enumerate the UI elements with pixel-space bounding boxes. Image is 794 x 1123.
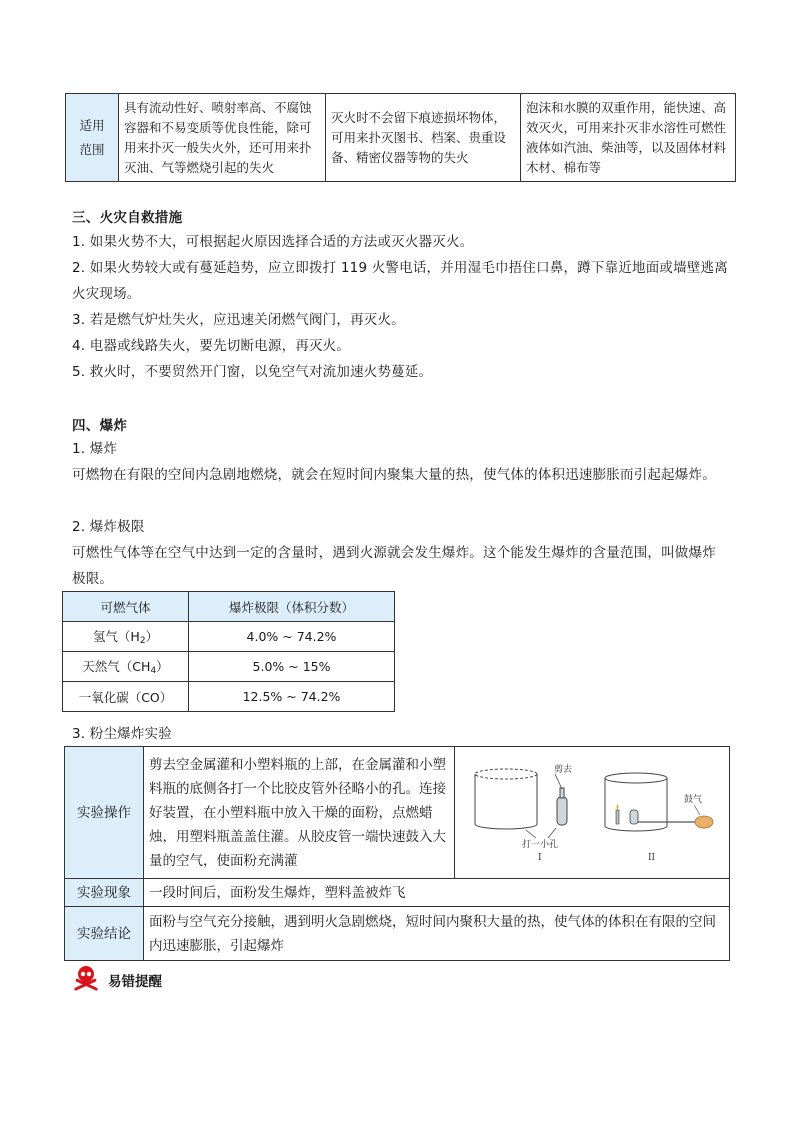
subsection-title: 2. 爆炸极限 <box>72 519 145 535</box>
subsection-title: 3. 粉尘爆炸实验 <box>72 726 172 742</box>
table-row <box>65 879 730 907</box>
column-header: 爆炸极限（体积分数） <box>189 592 395 622</box>
figure-2-label: II <box>648 853 656 863</box>
table-label-cell: 实验操作 <box>65 747 144 879</box>
section-heading: 四、爆炸 <box>72 418 128 434</box>
table-cell: 灭火时不会留下痕迹损坏物体，可用来扑灭图书、档案、贵重设备、精密仪器等物的失火 <box>326 94 521 182</box>
paragraph: 可燃性气体等在空气中达到一定的含量时，遇到火源就会发生爆炸。这个能发生爆炸的含量范围，叫做爆炸极限。 <box>72 545 716 587</box>
hole-label: 打一小孔 <box>522 840 559 850</box>
candle-flame <box>617 804 619 810</box>
list-item: 1. 如果火势不大，可根据起火原因选择合适的方法或灭火器灭火。 <box>72 234 474 250</box>
cut-label: 剪去 <box>554 765 573 775</box>
metal-can <box>475 769 537 829</box>
table-label-cell <box>66 94 119 182</box>
table-label-cell: 实验现象 <box>65 879 144 907</box>
blow-label: 鼓气 <box>684 795 703 805</box>
table-row <box>63 652 395 682</box>
table-label-cell: 实验结论 <box>65 907 144 961</box>
section-heading: 三、火灾自救措施 <box>72 210 183 226</box>
table-cell: 一段时间后，面粉发生爆炸，塑料盖被炸飞 <box>144 879 730 907</box>
candle <box>616 810 619 824</box>
list-item: 4. 电器或线路失火，要先切断电源，再灭火。 <box>72 338 351 354</box>
paragraph: 可燃物在有限的空间内急剧地燃烧，就会在短时间内聚集大量的热，使气体的体积迅速膨胀而引起起爆炸。 <box>72 467 716 483</box>
gas-name: 氢气$(H_2)$ <box>63 622 189 652</box>
gas-name: 天然气$(CH_4)$ <box>63 652 189 682</box>
list-item: 2. 如果火势较大或有蔓延趋势，应立即拨打 119 火警电话，并用湿毛巾捂住口鼻，蹲下靠近地面或墙壁逃离火灾现场。 <box>72 260 728 302</box>
reminder-text: 易错提醒 <box>108 974 162 990</box>
table-cell: 泡沫和水膜的双重作用，能快速、高效灭火，可用来扑灭非水溶性可燃性液体如汽油、柴油等，以及固体材料木材、棉布等 <box>521 94 736 182</box>
figure-1-label: I <box>538 853 542 863</box>
skull-crossbones-icon <box>72 963 100 993</box>
limit-range: 12.5% ~ 74.2% <box>189 682 395 712</box>
table-row <box>65 907 730 961</box>
subsection-title: 1. 爆炸 <box>72 441 118 457</box>
table-cell: 面粉与空气充分接触，遇到明火急剧燃烧，短时间内聚积大量的热，使气体的体积在有限的空间内迅速膨胀，引起爆炸 <box>144 907 730 961</box>
table-row <box>63 622 395 652</box>
small-bottle <box>557 788 567 825</box>
gas-name: 一氧化碳（CO） <box>63 682 189 712</box>
list-item: 3. 若是燃气炉灶失火，应迅速关闭燃气阀门，再灭火。 <box>72 312 405 328</box>
experiment-figure <box>466 752 716 874</box>
table-header-row <box>63 592 395 622</box>
column-header: 可燃气体 <box>63 592 189 622</box>
extinguisher-usage-table <box>65 93 736 182</box>
limit-range: 4.0% ~ 74.2% <box>189 622 395 652</box>
table-cell: 具有流动性好、喷射率高、不腐蚀容器和不易变质等优良性能，除可用来扑灭一般失火外，还可用来扑灭油、气等燃烧引起的失火 <box>119 94 326 182</box>
explosion-limits-table <box>62 591 395 712</box>
table-cell: 剪去空金属灌和小塑料瓶的上部，在金属灌和小塑料瓶的底侧各打一个比胶皮管外径略小的孔。连接好装置，在小塑料瓶中放入干燥的面粉，点燃蜡烛，用塑料瓶盖盖住灌。从胶皮管一端快速鼓入大量的空气，使面粉充满灌 <box>144 747 455 879</box>
error-reminder <box>72 963 162 993</box>
table-row <box>63 682 395 712</box>
flour-bottle <box>630 810 638 824</box>
table-row <box>66 94 736 182</box>
rubber-bulb <box>695 816 713 828</box>
limit-range: 5.0% ~ 15% <box>189 652 395 682</box>
usage-label: 适用范围 <box>79 117 105 157</box>
list-item: 5. 救火时，不要贸然开门窗，以免空气对流加速火势蔓延。 <box>72 364 433 380</box>
